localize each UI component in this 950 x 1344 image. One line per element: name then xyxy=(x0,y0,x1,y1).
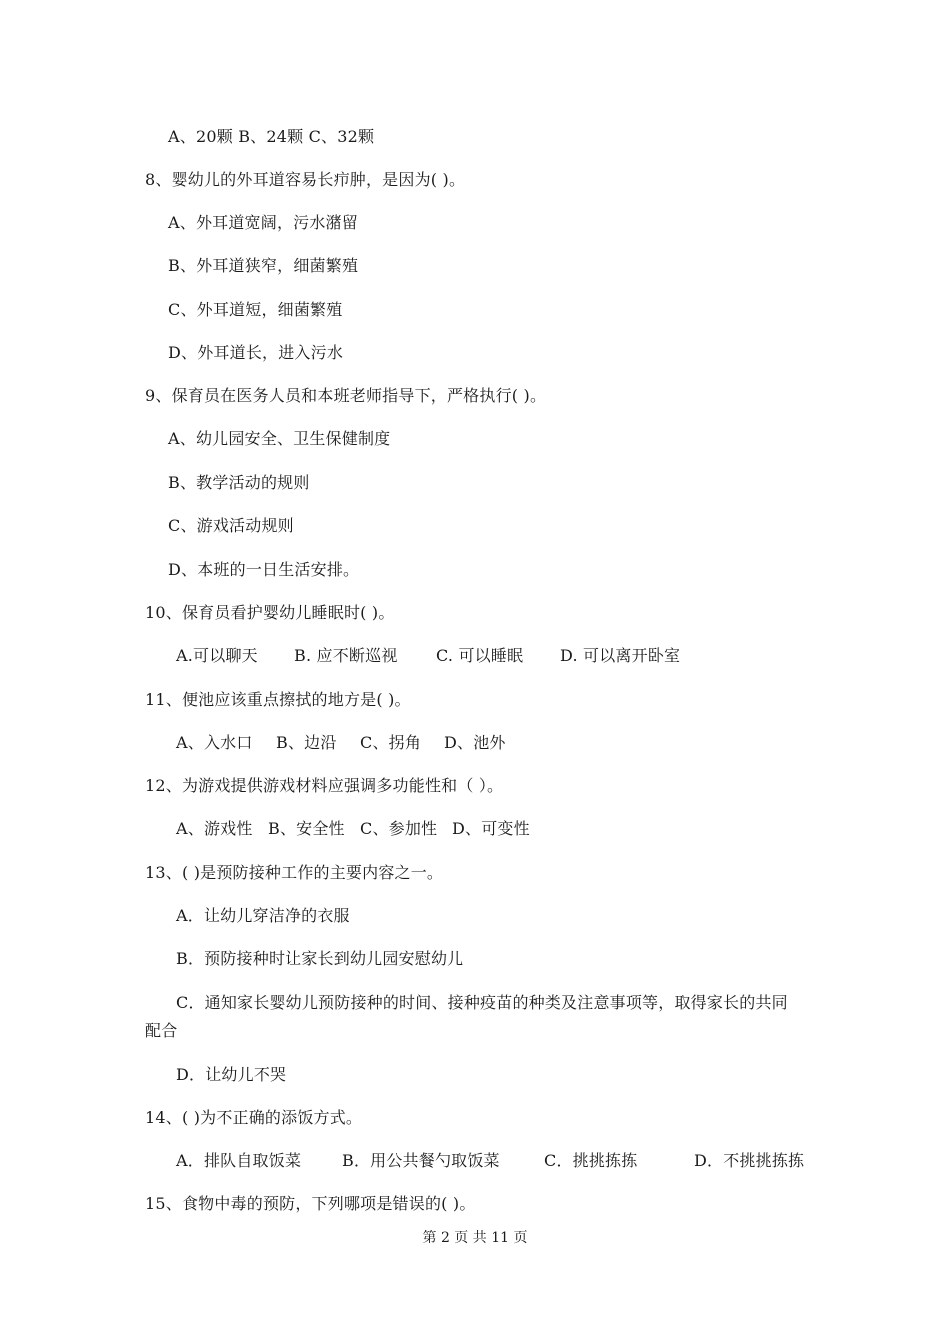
q9-option-d: D、本班的一日生活安排。 xyxy=(168,560,360,579)
question-11: 11、便池应该重点擦拭的地方是( )。 xyxy=(145,690,411,709)
q9-option-c: C、游戏活动规则 xyxy=(168,516,294,535)
q10-option-b: B. 应不断巡视 xyxy=(294,646,398,665)
q9-option-a: A、幼儿园安全、卫生保健制度 xyxy=(168,429,391,448)
q14-option-d: D．不挑挑拣拣 xyxy=(694,1151,805,1170)
q10-option-c: C. 可以睡眠 xyxy=(436,646,524,665)
q13-option-c-continued: 配合 xyxy=(145,1021,178,1040)
q13-option-c: C．通知家长婴幼儿预防接种的时间、接种疫苗的种类及注意事项等，取得家长的共同 xyxy=(176,993,788,1012)
q8-option-a: A、外耳道宽阔，污水潴留 xyxy=(168,213,358,232)
q12-option-c: C、参加性 xyxy=(360,819,438,838)
question-13: 13、( )是预防接种工作的主要内容之一。 xyxy=(145,863,444,882)
page-footer: 第 2 页 共 11 页 xyxy=(422,1230,528,1246)
q12-option-d: D、可变性 xyxy=(452,819,530,838)
q7-options: A、20颗 B、24颗 C、32颗 xyxy=(168,127,375,146)
q11-options xyxy=(176,732,506,754)
q13-option-d: D．让幼儿不哭 xyxy=(176,1065,287,1084)
q11-option-b: B、边沿 xyxy=(276,733,337,752)
q10-options xyxy=(176,645,680,667)
q13-option-a: A．让幼儿穿洁净的衣服 xyxy=(176,906,350,925)
q8-option-c: C、外耳道短，细菌繁殖 xyxy=(168,300,343,319)
q14-option-a: A．排队自取饭菜 xyxy=(176,1151,302,1170)
question-15: 15、食物中毒的预防，下列哪项是错误的( )。 xyxy=(145,1194,476,1213)
question-9: 9、保育员在医务人员和本班老师指导下，严格执行( )。 xyxy=(145,386,547,405)
q10-option-a: A.可以聊天 xyxy=(176,646,258,665)
q11-option-c: C、拐角 xyxy=(360,733,422,752)
question-10: 10、保育员看护婴幼儿睡眠时( )。 xyxy=(145,603,395,622)
q8-option-d: D、外耳道长，进入污水 xyxy=(168,343,344,362)
q12-option-b: B、安全性 xyxy=(268,819,345,838)
question-12: 12、为游戏提供游戏材料应强调多功能性和（ ）。 xyxy=(145,776,504,795)
q11-option-d: D、池外 xyxy=(444,733,506,752)
q12-option-a: A、游戏性 xyxy=(176,819,253,838)
q14-option-c: C．挑挑拣拣 xyxy=(544,1151,638,1170)
q8-option-b: B、外耳道狭窄，细菌繁殖 xyxy=(168,256,359,275)
q12-options xyxy=(176,818,530,840)
q9-option-b: B、教学活动的规则 xyxy=(168,473,310,492)
question-8: 8、婴幼儿的外耳道容易长疖肿，是因为( )。 xyxy=(145,170,466,189)
question-14: 14、( )为不正确的添饭方式。 xyxy=(145,1108,363,1127)
q10-option-d: D. 可以离开卧室 xyxy=(560,646,681,665)
q14-option-b: B．用公共餐勺取饭菜 xyxy=(342,1151,500,1170)
q14-options xyxy=(176,1150,804,1172)
q13-option-b: B．预防接种时让家长到幼儿园安慰幼儿 xyxy=(176,949,464,968)
q11-option-a: A、入水口 xyxy=(176,733,253,752)
